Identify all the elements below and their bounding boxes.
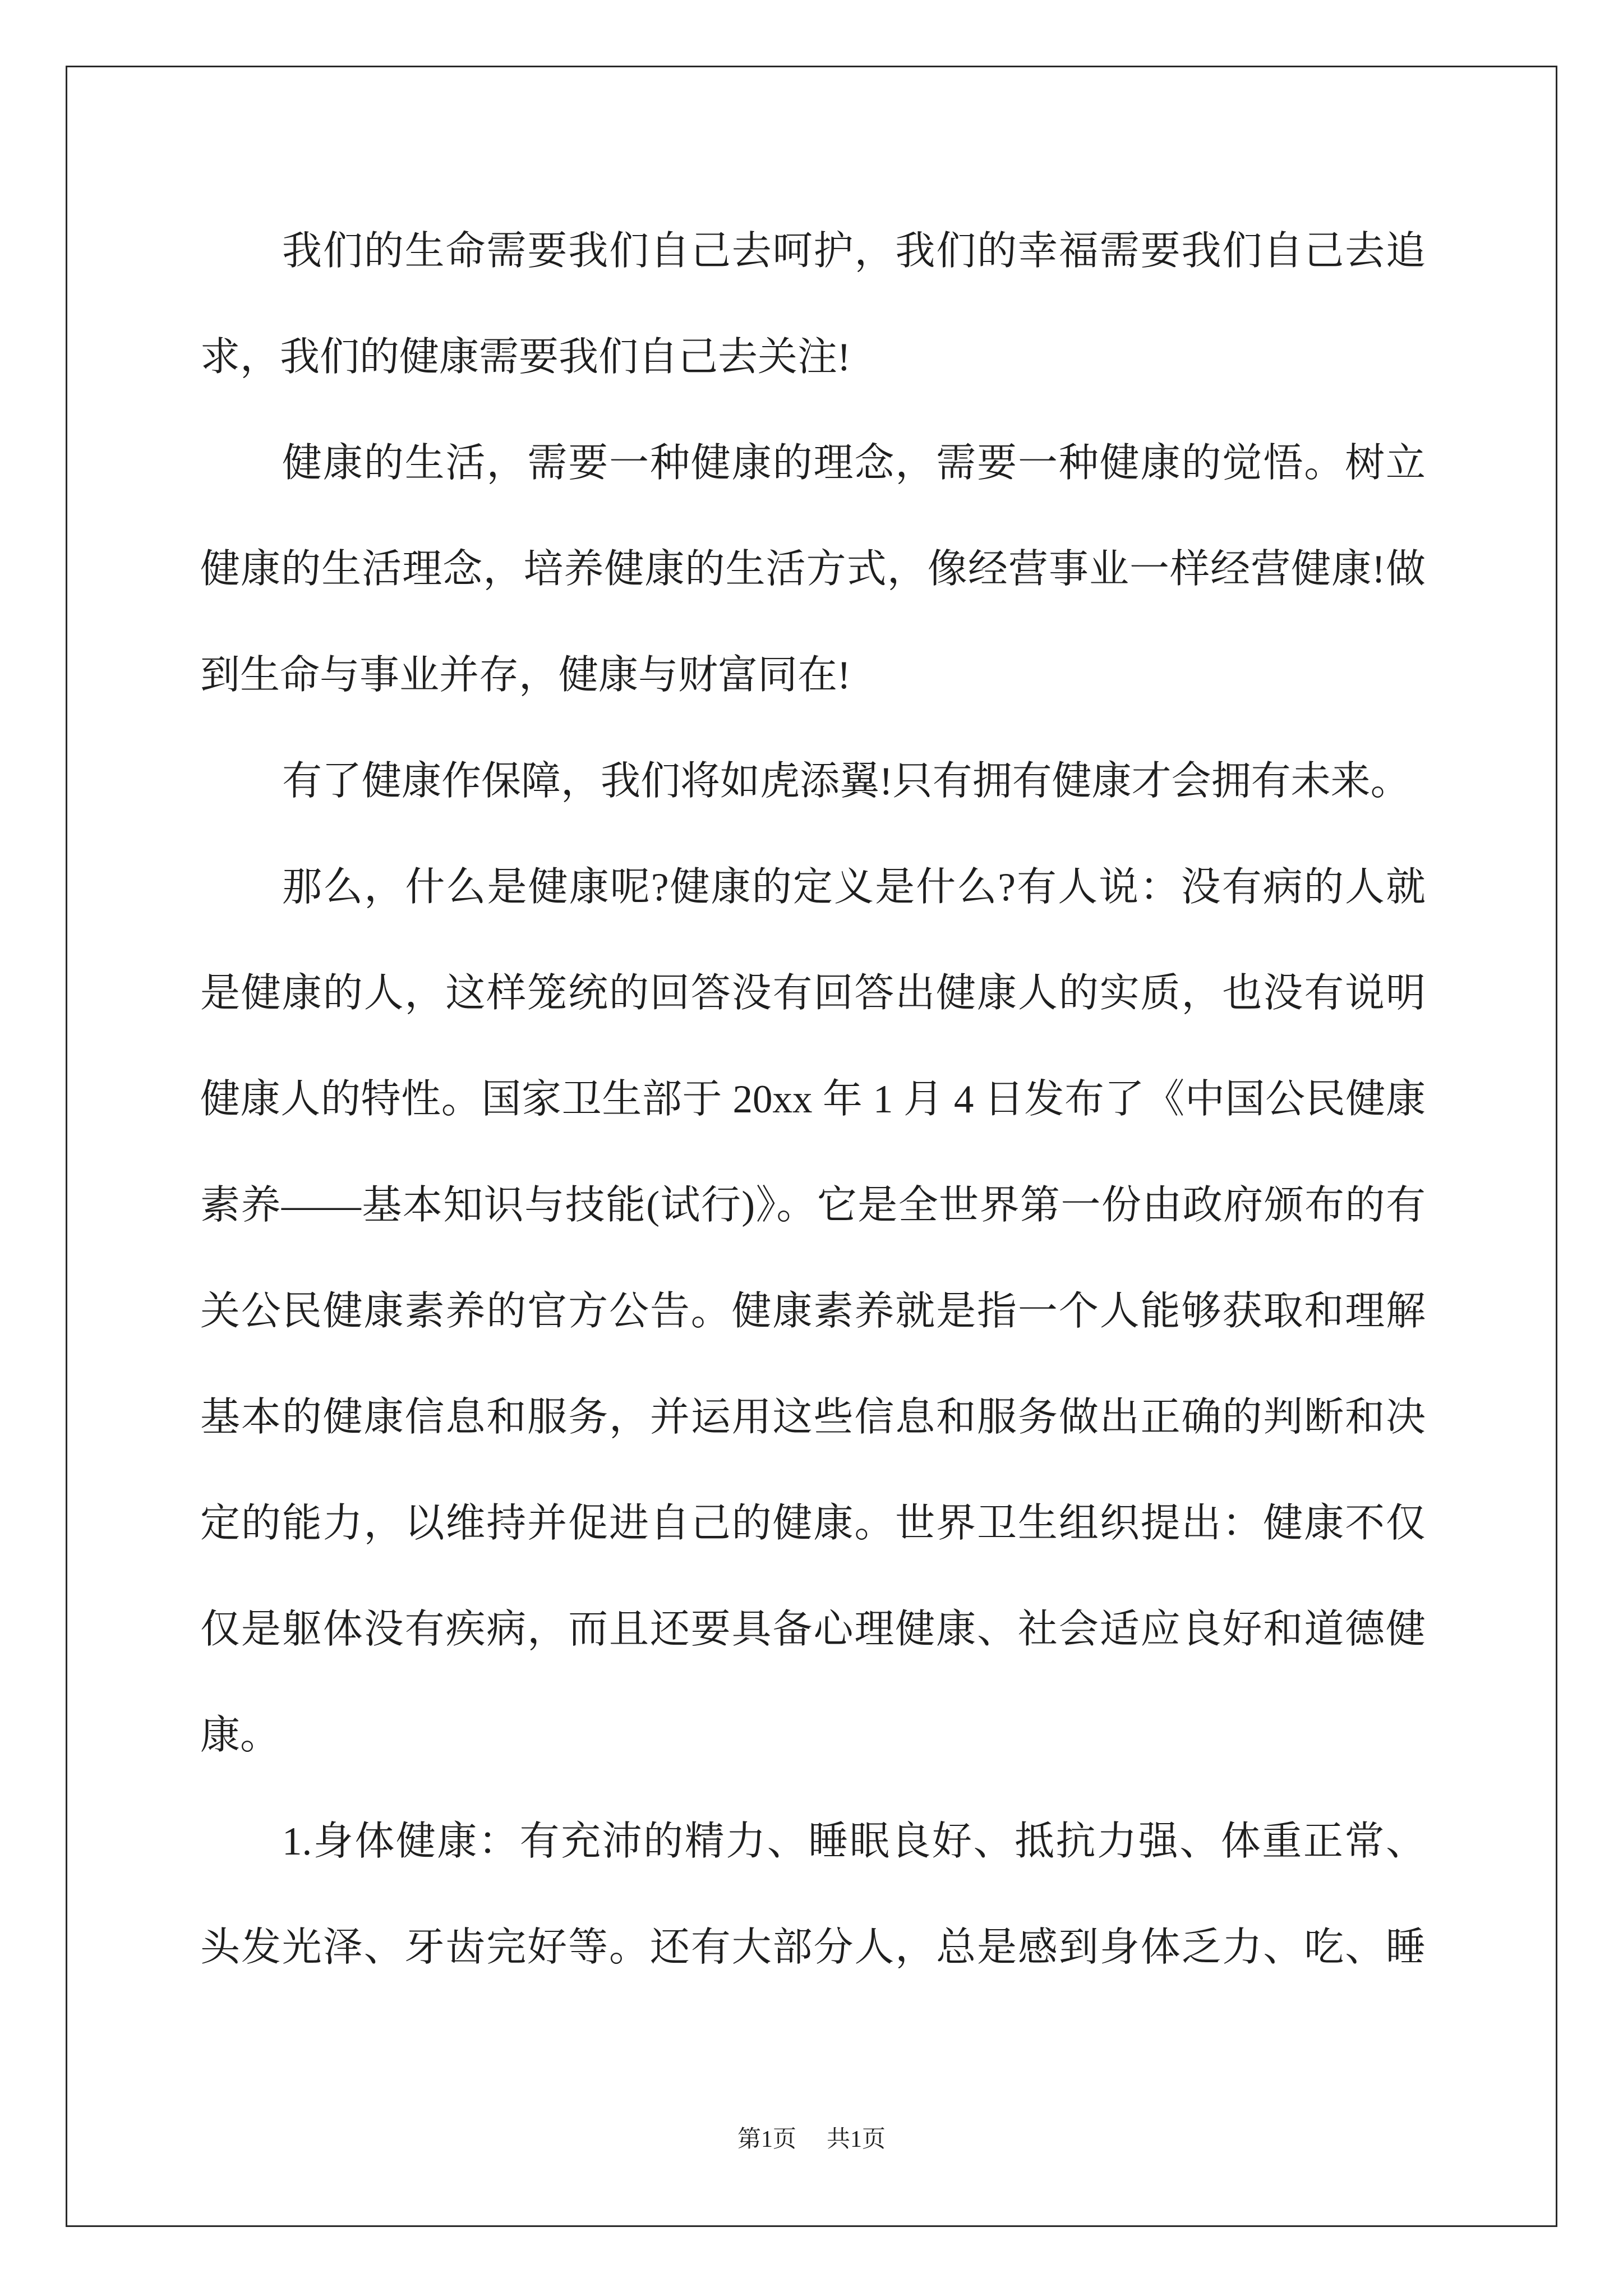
paragraph-line: 关公民健康素养的官方公告。健康素养就是指一个人能够获取和理解 [200,1290,1426,1333]
paragraph [200,1789,1426,2001]
current-page-label: 第1页 [737,2127,796,2152]
paragraph-line: 我们的生命需要我们自己去呵护，我们的幸福需要我们自己去追 [282,229,1426,273]
paragraph [200,729,1426,835]
paragraph-line: 是健康的人，这样笼统的回答没有回答出健康人的实质，也没有说明 [200,972,1426,1015]
paragraph-line: 素养——基本知识与技能(试行)》。它是全世界第一份由政府颁布的有 [200,1184,1426,1227]
paragraph-line: 有了健康作保障，我们将如虎添翼!只有拥有健康才会拥有未来。 [282,760,1410,803]
paragraph-line: 健康人的特性。国家卫生部于 20xx 年 1 月 4 日发布了《中国公民健康 [200,1078,1426,1121]
paragraph-line: 康。 [200,1714,280,1757]
paragraph [200,835,1426,1789]
paragraph-line: 求，我们的健康需要我们自己去关注! [200,335,851,379]
paragraph-line: 健康的生活理念，培养健康的生活方式，像经营事业一样经营健康!做 [200,547,1426,591]
paragraph [200,199,1426,411]
paragraph [200,411,1426,729]
document-body [200,199,1426,2001]
paragraph-line: 1.身体健康：有充沛的精力、睡眠良好、抵抗力强、体重正常、 [282,1820,1426,1864]
page-footer [0,2123,1623,2156]
total-pages-label: 共1页 [827,2127,886,2152]
paragraph-line: 仅是躯体没有疾病，而且还要具备心理健康、社会适应良好和道德健 [200,1608,1426,1651]
paragraph-line: 基本的健康信息和服务，并运用这些信息和服务做出正确的判断和决 [200,1396,1426,1439]
paragraph-line: 到生命与事业并存，健康与财富同在! [200,654,851,697]
paragraph-line: 头发光泽、牙齿完好等。还有大部分人，总是感到身体乏力、吃、睡 [200,1926,1426,1970]
paragraph-line: 定的能力，以维持并促进自己的健康。世界卫生组织提出：健康不仅 [200,1502,1426,1545]
paragraph-line: 健康的生活，需要一种健康的理念，需要一种健康的觉悟。树立 [282,441,1426,485]
paragraph-line: 那么，什么是健康呢?健康的定义是什么?有人说：没有病的人就 [282,866,1426,909]
